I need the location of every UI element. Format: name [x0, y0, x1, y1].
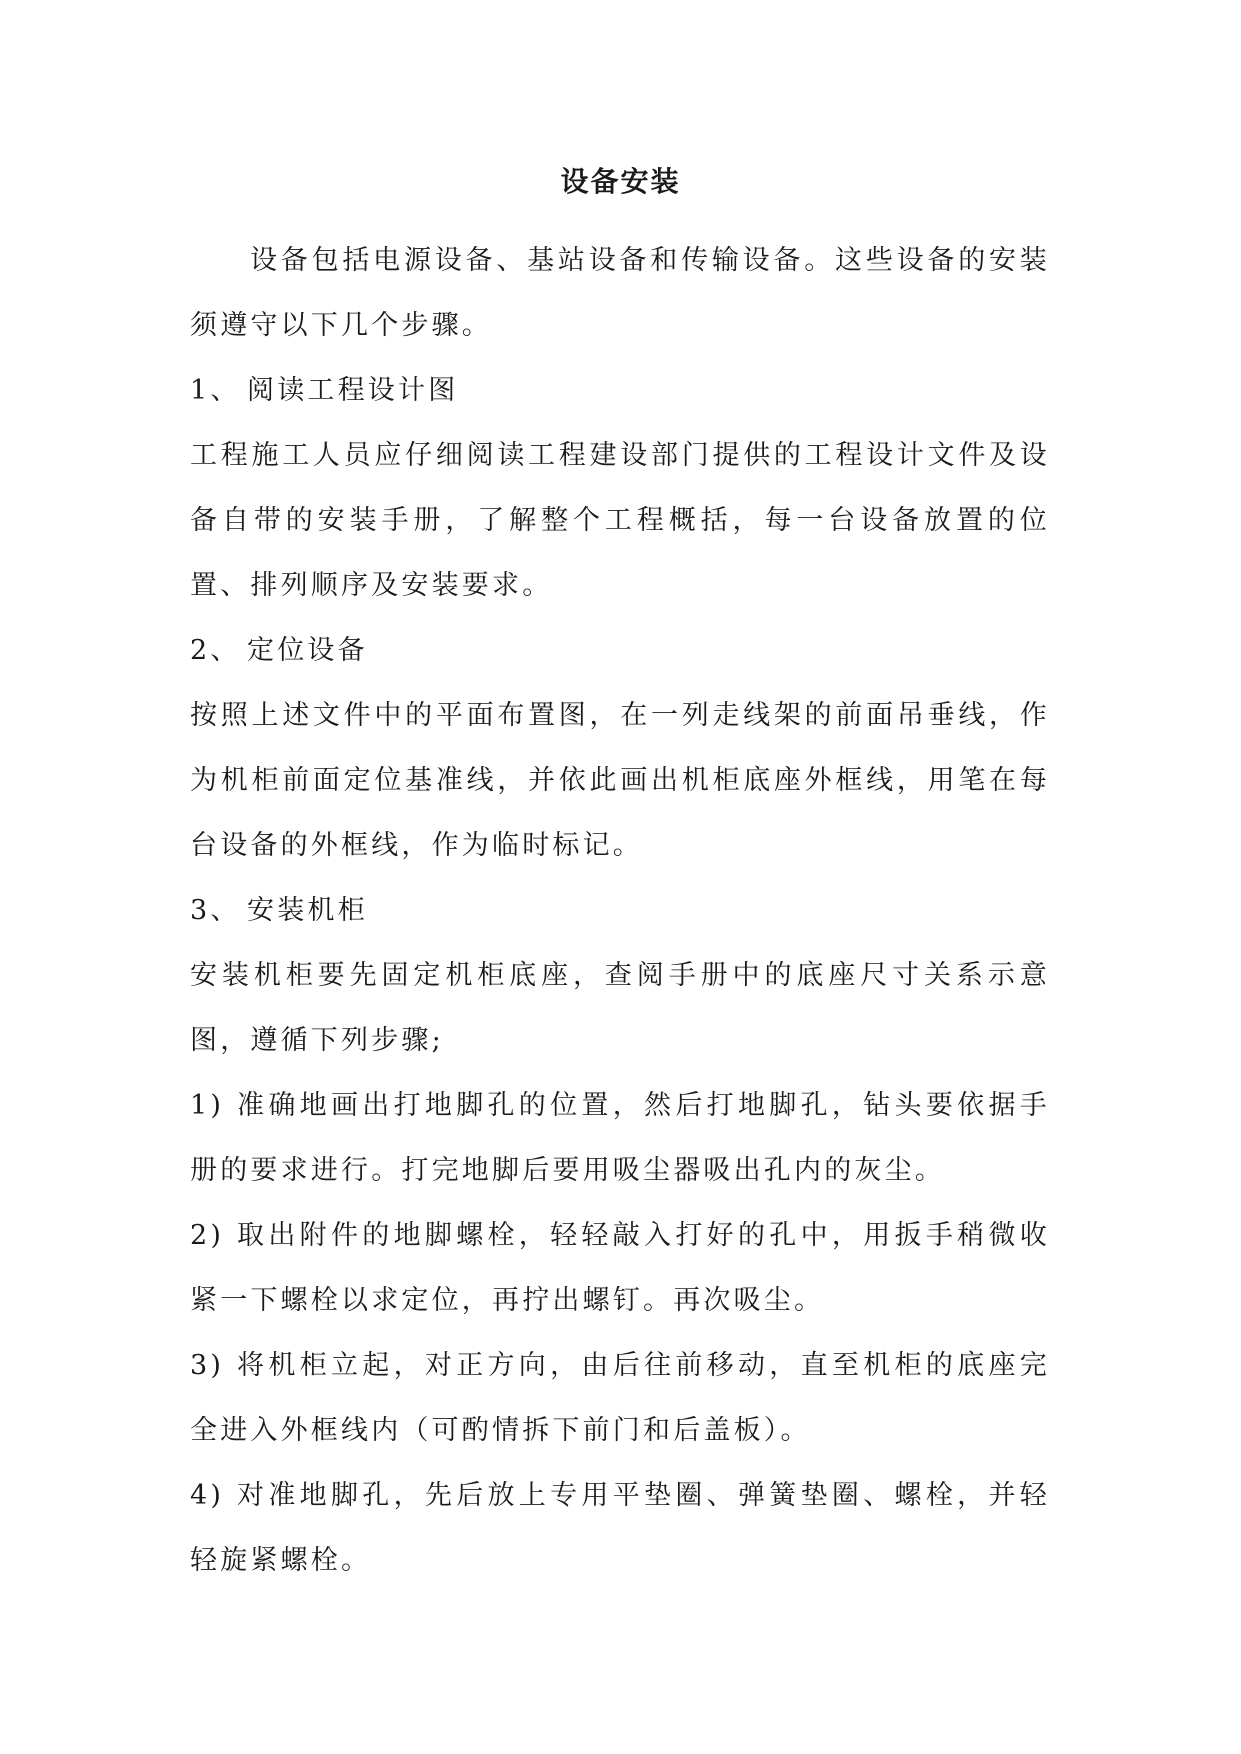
document-body — [190, 228, 1050, 1593]
section-body-2: 按照上述文件中的平面布置图，在一列走线架的前面吊垂线，作为机柜前面定位基准线，并依此画出机柜底座外框线，用笔在每台设备的外框线，作为临时标记。 — [190, 700, 1050, 861]
section-number-3: 3、 — [190, 895, 241, 926]
intro-paragraph: 设备包括电源设备、基站设备和传输设备。这些设备的安装须遵守以下几个步骤。 — [190, 245, 1050, 341]
step-item-2: 2) 取出附件的地脚螺栓，轻轻敲入打好的孔中，用扳手稍微收紧一下螺栓以求定位，再拧出螺钉。再次吸尘。 — [190, 1220, 1050, 1316]
section-body-3: 安装机柜要先固定机柜底座，查阅手册中的底座尺寸关系示意图，遵循下列步骤; — [190, 960, 1050, 1056]
section-title-2: 定位设备 — [247, 635, 368, 666]
section-heading-3 — [190, 878, 1050, 943]
section-number-2: 2、 — [190, 635, 241, 666]
section-title-3: 安装机柜 — [247, 895, 368, 926]
document-title: 设备安装 — [560, 165, 681, 198]
section-title-1: 阅读工程设计图 — [247, 375, 459, 406]
section-body-1: 工程施工人员应仔细阅读工程建设部门提供的工程设计文件及设备自带的安装手册，了解整个工程概括，每一台设备放置的位置、排列顺序及安装要求。 — [190, 440, 1050, 601]
section-heading-1 — [190, 358, 1050, 423]
step-item-4: 4) 对准地脚孔，先后放上专用平垫圈、弹簧垫圈、螺栓，并轻轻旋紧螺栓。 — [190, 1480, 1050, 1576]
section-heading-2 — [190, 618, 1050, 683]
step-item-3: 3) 将机柜立起，对正方向，由后往前移动，直至机柜的底座完全进入外框线内（可酌情拆下前门和后盖板）。 — [190, 1350, 1050, 1446]
step-item-1: 1) 准确地画出打地脚孔的位置，然后打地脚孔，钻头要依据手册的要求进行。打完地脚后要用吸尘器吸出孔内的灰尘。 — [190, 1090, 1050, 1186]
section-number-1: 1、 — [190, 375, 241, 406]
